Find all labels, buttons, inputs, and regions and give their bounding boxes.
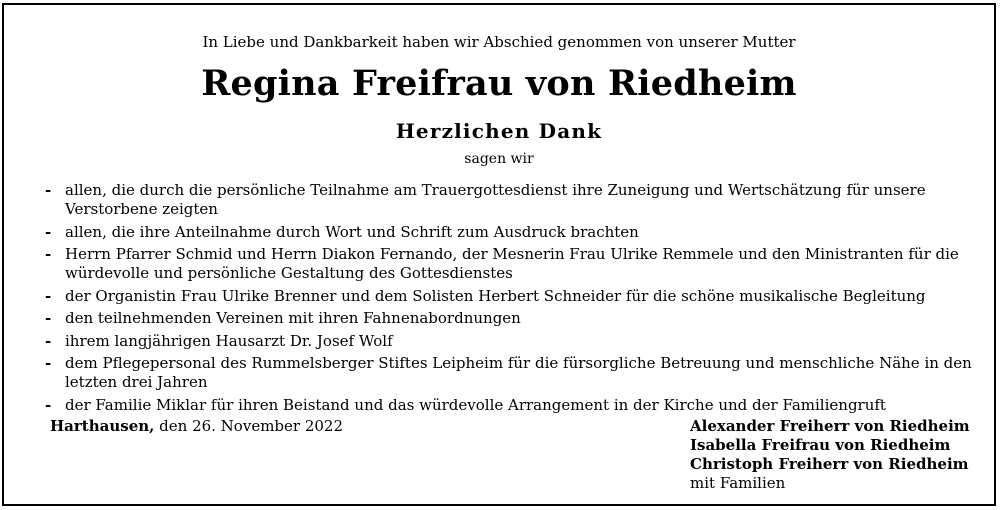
list-item-text: der Familie Miklar für ihren Beistand und das würdevolle Arrangement in der Kirche und der Familiengruft [65,395,886,414]
list-item [44,223,974,242]
list-item-text: den teilnehmenden Vereinen mit ihren Fahnenabordnungen [65,309,521,327]
place-date [50,417,343,435]
dash-bullet: - [45,181,52,199]
thanks-heading: Herzlichen Dank [395,119,603,143]
list-item-text: Herrn Pfarrer Schmid und Herrn Diakon Fernando, der Mesnerin Frau Ulrike Remmele und den Ministranten für die würdevolle und persönliche Gestaltung des Gottesdienstes [65,245,959,282]
list-item [44,181,974,219]
list-item-text: allen, die durch die persönliche Teilnahme am Trauergottesdienst ihre Zuneigung und Wertschätzung für unsere Verstorbene zeigten [65,181,926,218]
list-item-text: allen, die ihre Anteilnahme durch Wort und Schrift zum Ausdruck brachten [65,222,639,241]
signers-closing: mit Familien [690,474,786,492]
list-item [44,396,974,415]
dash-bullet: - [45,395,52,414]
dash-bullet: - [45,331,52,350]
list-item-text: ihrem langjährigen Hausarzt Dr. Josef Wolf [65,331,393,350]
list-item [44,309,974,328]
place-name: Harthausen, [50,417,155,435]
list-item-text: dem Pflegepersonal des Rummelsberger Stiftes Leipheim für die fürsorgliche Betreuung und menschliche Nähe in den letzten drei Jahren [65,354,972,391]
signer-name: Isabella Freifrau von Riedheim [690,436,951,454]
dash-bullet: - [45,222,52,241]
deceased-name: Regina Freifrau von Riedheim [201,63,797,104]
dash-bullet: - [45,286,52,305]
dash-bullet: - [45,245,52,263]
obituary-notice [2,3,996,506]
list-item [44,332,974,351]
list-item [44,354,974,392]
dash-bullet: - [45,309,52,327]
dash-bullet: - [45,354,52,372]
list-item [44,287,974,306]
intro-text: In Liebe und Dankbarkeit haben wir Abschied genommen von unserer Mutter [202,33,796,51]
thanks-list [44,181,974,418]
signer-name: Alexander Freiherr von Riedheim [690,417,970,435]
signer-name: Christoph Freiherr von Riedheim [690,455,969,473]
list-item [44,245,974,283]
signers-block [690,417,970,493]
date: den 26. November 2022 [159,417,344,435]
thanks-subheading: sagen wir [464,151,534,167]
list-item-text: der Organistin Frau Ulrike Brenner und dem Solisten Herbert Schneider für die schöne musikalische Begleitung [65,286,926,305]
